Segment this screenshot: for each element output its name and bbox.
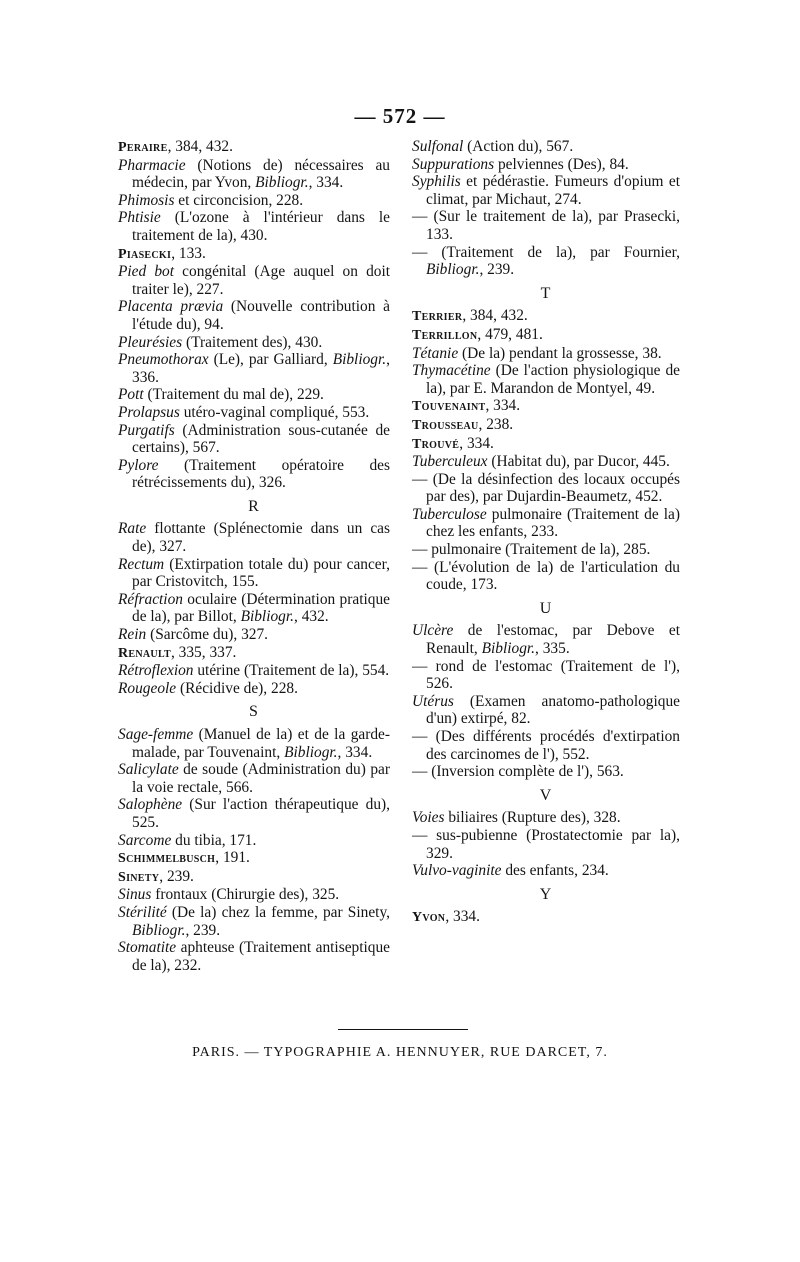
index-entry: [412, 345, 680, 363]
entry-text: (Traitement opératoire des rétrécissements du), 326.: [132, 456, 390, 492]
index-entry: [412, 326, 680, 345]
entry-text: , 239.: [479, 261, 515, 279]
entry-text: (Traitement des), 430.: [182, 333, 323, 351]
index-column-right: [412, 138, 680, 927]
entry-text: oculaire (Détermination pratique de la), par Billot,: [132, 590, 390, 626]
entry-term: Tétanie: [412, 344, 459, 362]
index-entry: [118, 761, 390, 796]
entry-text: , 238.: [478, 415, 514, 433]
index-entry: [118, 556, 390, 591]
entry-term: Vulvo-vaginite: [412, 862, 502, 880]
entry-term: Bibliogr.: [132, 921, 186, 939]
index-entry: [118, 334, 390, 352]
entry-term: Stérilité: [118, 903, 167, 921]
entry-text: pulmonaire (Traitement de la) chez les enfants, 233.: [426, 505, 680, 541]
entry-term: Bibliogr.: [481, 640, 536, 658]
entry-term: Bibliogr.: [426, 261, 480, 279]
entry-text: du tibia, 171.: [171, 831, 257, 849]
index-entry: [412, 244, 680, 279]
entry-term: Ulcère: [412, 622, 454, 640]
entry-text: utéro-vaginal compliqué, 553.: [179, 403, 370, 421]
entry-text: — (Sur le traitement de la), par Prasecki, 133.: [412, 208, 680, 243]
index-entry: [412, 471, 680, 506]
author-name: Touvenaint: [412, 399, 486, 415]
entry-text: , 239.: [159, 867, 194, 885]
author-name: Trousseau: [412, 417, 479, 433]
index-entry: [118, 157, 390, 192]
index-entry: [412, 763, 680, 781]
entry-text: — rond de l'estomac (Traitement de l'), 526.: [412, 657, 680, 693]
index-entry: [412, 908, 680, 927]
entry-term: Stomatite: [118, 939, 177, 957]
index-entry: [412, 541, 680, 559]
section-letter-heading: R: [248, 497, 260, 515]
entry-term: Réfraction: [118, 590, 183, 608]
entry-text: (Sur l'action thérapeutique du), 525.: [132, 796, 390, 831]
entry-term: Phtisie: [118, 209, 161, 227]
entry-text: , 479, 481.: [477, 325, 543, 343]
index-entry: [118, 298, 390, 333]
section-letter-heading: T: [540, 284, 552, 302]
entry-term: Suppurations: [412, 155, 495, 173]
entry-text: (L'ozone à l'intérieur dans le traitement de la), 430.: [132, 209, 390, 244]
index-entry: [118, 796, 390, 831]
entry-term: Rougeole: [118, 679, 177, 697]
entry-text: — pulmonaire (Traitement de la), 285.: [412, 541, 651, 559]
index-entry: [412, 397, 680, 416]
index-entry: [412, 693, 680, 728]
index-entry: [412, 559, 680, 594]
section-letter-heading: V: [539, 786, 553, 804]
index-entry: [118, 886, 390, 904]
section-letter-heading: S: [249, 703, 259, 721]
entry-text: , 432.: [294, 608, 329, 626]
entry-text: (De la) pendant la grossesse, 38.: [458, 344, 662, 362]
index-entry: [118, 422, 390, 457]
index-entry: [412, 435, 680, 454]
index-entry: [118, 245, 390, 264]
index-entry: [118, 263, 390, 298]
index-entry: [412, 862, 680, 880]
section-letter-heading: Y: [539, 885, 553, 903]
index-entry: [118, 591, 390, 626]
entry-text: (Examen anatomo-pathologique d'un) extirpé, 82.: [426, 692, 680, 728]
index-entry: [412, 827, 680, 862]
entry-text: (Habitat du), par Ducor, 445.: [487, 453, 670, 471]
entry-text: pelviennes (Des), 84.: [494, 155, 629, 173]
entry-term: Prolapsus: [118, 403, 180, 421]
entry-text: — (Traitement de la), par Fournier,: [412, 243, 680, 261]
entry-term: Rein: [118, 626, 147, 644]
entry-text: et pédérastie. Fumeurs d'opium et climat, par Michaut, 274.: [426, 173, 680, 208]
author-name: Schimmelbusch: [118, 851, 216, 867]
entry-text: flottante (Splénectomie dans un cas de), 327.: [132, 520, 390, 556]
author-name: Renault: [118, 645, 171, 661]
entry-term: Bibliogr.: [284, 743, 338, 761]
entry-text: (Administration sous-cutanée de certains), 567.: [132, 421, 390, 457]
index-entry: [118, 626, 390, 644]
entry-term: Rectum: [118, 555, 165, 573]
author-name: Piasecki: [118, 246, 172, 262]
entry-term: Pleurésies: [118, 333, 183, 351]
index-entry: [118, 644, 390, 663]
entry-term: Sinus: [118, 886, 152, 904]
index-entry: [412, 506, 680, 541]
entry-term: Syphilis: [412, 173, 461, 191]
entry-text: , 335, 337.: [170, 643, 237, 661]
entry-text: (Sarcôme du), 327.: [146, 626, 269, 644]
index-entry: [118, 209, 390, 244]
index-entry: [118, 832, 390, 850]
entry-text: (Le), par Galliard,: [208, 351, 333, 369]
index-entry: [412, 809, 680, 827]
index-entry: [412, 658, 680, 693]
entry-text: (Action du), 567.: [463, 138, 574, 155]
index-entry: [412, 173, 680, 208]
index-entry: [412, 453, 680, 471]
entry-text: de soude (Administration du) par la voie rectale, 566.: [132, 761, 390, 796]
entry-term: Tuberculeux: [412, 453, 488, 471]
entry-text: de l'estomac, par Debove et Renault,: [426, 622, 680, 658]
entry-text: (Récidive de), 228.: [176, 679, 298, 697]
entry-text: des enfants, 234.: [501, 862, 609, 880]
index-entry: [412, 156, 680, 174]
entry-text: , 133.: [171, 244, 206, 262]
entry-text: aphteuse (Traitement antiseptique de la), 232.: [132, 939, 390, 974]
entry-text: biliaires (Rupture des), 328.: [444, 809, 621, 827]
entry-term: Pott: [118, 386, 144, 404]
entry-term: Rétroflexion: [118, 662, 194, 680]
entry-text: — (Inversion complète de l'), 563.: [412, 763, 624, 781]
author-name: Terrier: [412, 309, 463, 325]
entry-term: Phimosis: [118, 191, 175, 209]
entry-text: — (Des différents procédés d'extirpation des carcinomes de l'), 552.: [412, 728, 680, 763]
entry-text: , 335.: [535, 640, 570, 658]
entry-term: Pharmacie: [118, 156, 186, 174]
author-name: Sinety: [118, 869, 160, 885]
author-name: Terrillon: [412, 327, 478, 343]
index-entry: [412, 416, 680, 435]
entry-term: Purgatifs: [118, 421, 175, 439]
entry-term: Sarcome: [118, 831, 172, 849]
index-entry: [412, 138, 680, 156]
index-entry: [118, 386, 390, 404]
entry-text: et circoncision, 228.: [174, 191, 304, 209]
section-letter-heading: U: [539, 599, 553, 617]
entry-term: Pylore: [118, 456, 159, 474]
entry-term: Salicylate: [118, 761, 179, 779]
entry-term: Pied bot: [118, 263, 175, 281]
index-entry: [118, 904, 390, 939]
printer-imprint: PARIS. — TYPOGRAPHIE A. HENNUYER, RUE DARCET, 7.: [192, 1045, 608, 1060]
entry-term: Pneumothorax: [118, 351, 209, 369]
index-entry: [412, 208, 680, 243]
entry-term: Sage-femme: [118, 726, 194, 743]
entry-text: congénital (Age auquel on doit traiter le), 227.: [132, 263, 391, 298]
index-entry: [118, 404, 390, 422]
index-entry: [118, 351, 390, 386]
entry-term: Salophène: [118, 796, 183, 814]
entry-term: Bibliogr.: [240, 608, 295, 626]
author-name: Trouvé: [412, 436, 460, 452]
index-entry: [118, 849, 390, 868]
entry-text: — sus-pubienne (Prostatectomie par la), 329.: [412, 826, 680, 862]
entry-term: Bibliogr.: [255, 174, 309, 192]
entry-term: Bibliogr.: [332, 351, 387, 369]
entry-term: Utérus: [412, 692, 454, 710]
entry-text: , 191.: [215, 849, 250, 867]
index-entry: [412, 362, 680, 397]
index-column-left: [118, 138, 390, 974]
entry-text: (Traitement du mal de), 229.: [143, 386, 324, 404]
entry-term: Thymacétine: [412, 362, 491, 380]
index-entry: [118, 939, 390, 974]
entry-text: , 334.: [445, 908, 480, 926]
entry-text: (Extirpation totale du) pour cancer, par Cristovitch, 155.: [132, 555, 390, 591]
index-entry: [118, 662, 390, 680]
entry-text: (Notions de) nécessaires au médecin, par Yvon,: [132, 156, 390, 192]
entry-text: utérine (Traitement de la), 554.: [193, 662, 390, 680]
author-name: Peraire: [118, 140, 168, 155]
entry-text: (Manuel de la) et de la garde-malade, par Touvenaint,: [132, 726, 390, 761]
entry-text: , 336.: [132, 351, 390, 386]
entry-text: , 334.: [485, 397, 521, 415]
author-name: Yvon: [412, 910, 446, 926]
entry-text: — (L'évolution de la) de l'articulation du coude, 173.: [412, 558, 680, 594]
entry-term: Voies: [412, 809, 445, 827]
index-entry: [118, 868, 390, 887]
entry-text: (Nouvelle contribution à l'étude du), 94.: [132, 298, 390, 333]
entry-term: Tuberculose: [412, 505, 487, 523]
entry-text: , 334.: [337, 743, 373, 761]
entry-text: , 334.: [308, 174, 344, 192]
entry-term: Placenta prævia: [118, 298, 224, 316]
page-number: — 572 —: [354, 104, 446, 128]
entry-text: (De la) chez la femme, par Sinety,: [166, 903, 390, 921]
index-entry: [412, 622, 680, 657]
index-entry: [412, 728, 680, 763]
entry-term: Rate: [118, 520, 147, 538]
index-entry: [118, 138, 390, 157]
footer-rule: [338, 1029, 468, 1030]
entry-text: (De l'action physiologique de la), par E. Marandon de Montyel, 49.: [426, 362, 680, 397]
index-entry: [412, 307, 680, 326]
index-entry: [118, 457, 390, 492]
entry-text: , 384, 432.: [462, 307, 528, 325]
entry-text: , 384, 432.: [167, 138, 233, 155]
entry-text: frontaux (Chirurgie des), 325.: [151, 886, 340, 904]
index-entry: [118, 680, 390, 698]
entry-term: Sulfonal: [412, 138, 464, 155]
index-entry: [118, 726, 390, 761]
index-entry: [118, 192, 390, 210]
entry-text: , 334.: [459, 434, 494, 452]
entry-text: — (De la désinfection des locaux occupés par des), par Dujardin-Beaumetz, 452.: [412, 470, 680, 506]
entry-text: , 239.: [185, 921, 221, 939]
index-entry: [118, 520, 390, 555]
